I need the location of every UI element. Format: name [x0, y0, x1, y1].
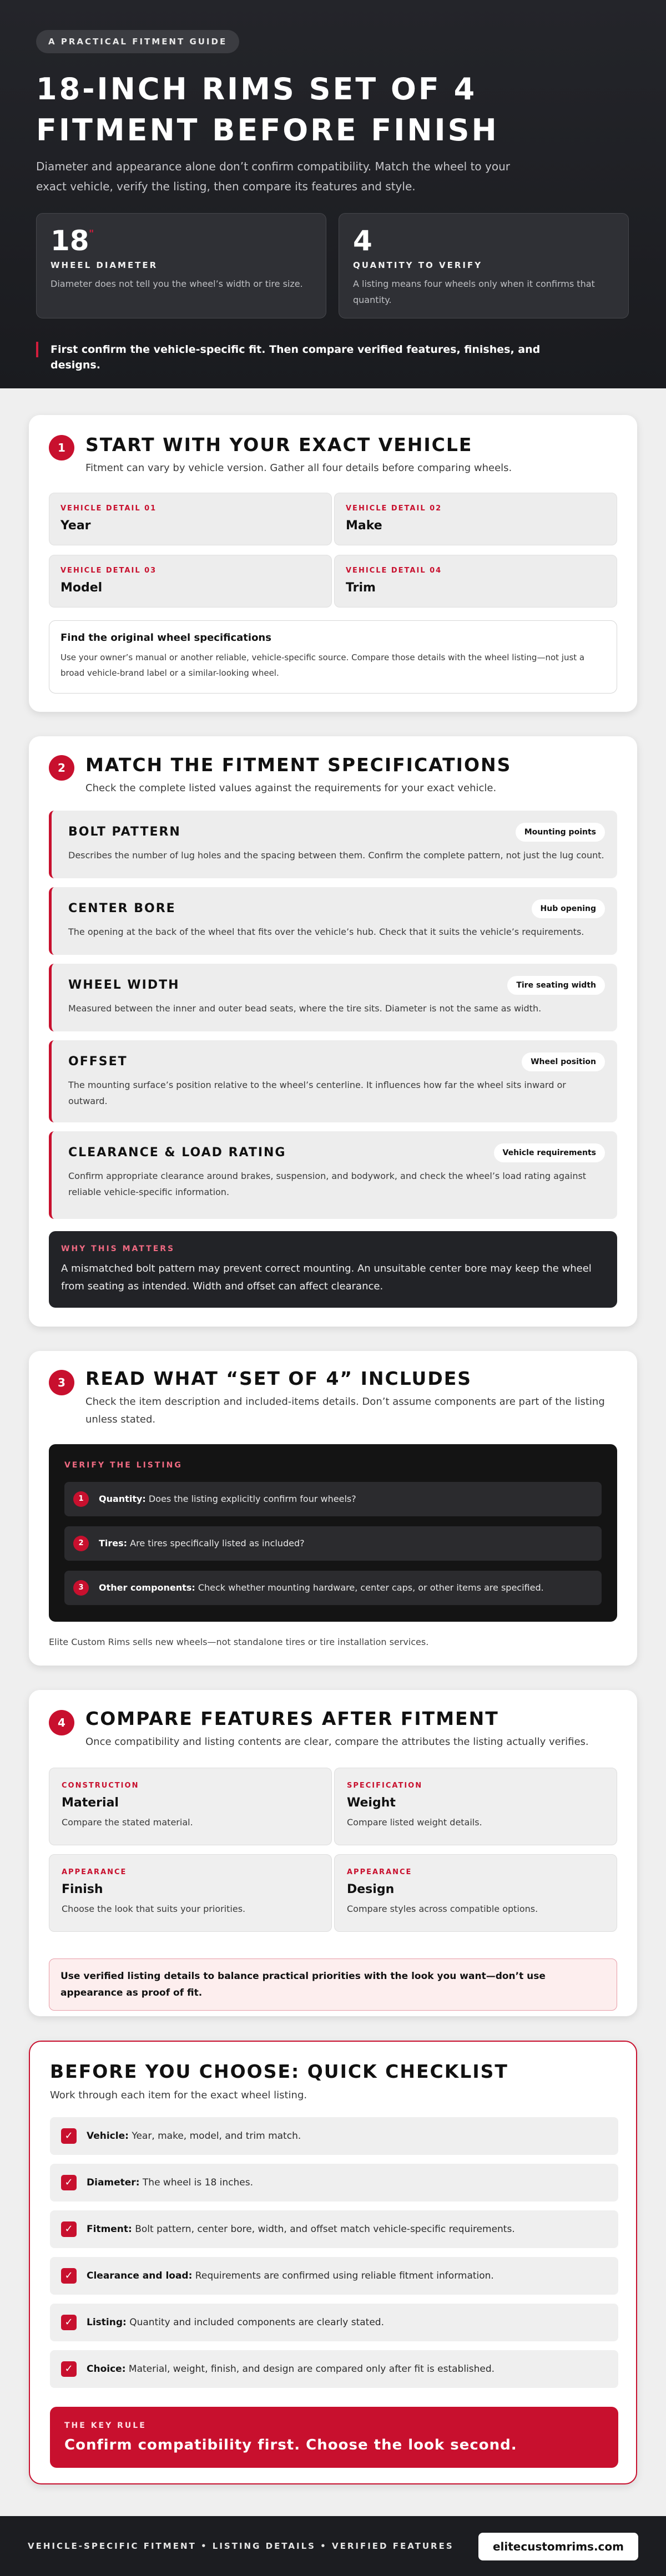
- checklist-desc: Quantity and included components are clearly stated.: [126, 2317, 384, 2328]
- checklist-title: BEFORE YOU CHOOSE: QUICK CHECKLIST: [50, 2061, 508, 2082]
- spec-name: WHEEL WIDTH: [68, 978, 180, 992]
- detail-tag: VEHICLE DETAIL 04: [346, 566, 442, 575]
- checkbox-checked-icon: ✓: [61, 2175, 77, 2190]
- verify-number-badge: 3: [73, 1580, 89, 1596]
- verify-listing-panel: [49, 1444, 617, 1622]
- feature-weight: [334, 1768, 617, 1845]
- step-number-badge: 4: [49, 1710, 74, 1735]
- checklist-text: [87, 2117, 301, 2155]
- feature-desc: Choose the look that suits your priorities.: [62, 1904, 246, 1914]
- spec-name: CENTER BORE: [68, 902, 176, 915]
- feature-name: Material: [62, 1796, 119, 1810]
- verify-desc: Check whether mounting hardware, center caps, or other items are specified.: [195, 1582, 544, 1593]
- detail-value: Trim: [346, 581, 376, 595]
- checklist-item-fitment: [50, 2210, 618, 2248]
- stat-desc: Diameter does not tell you the wheel’s width or tire size.: [51, 279, 303, 289]
- spec-name: CLEARANCE & LOAD RATING: [68, 1146, 286, 1160]
- stat-card-diameter: [36, 213, 326, 318]
- info-title: Find the original wheel specifications: [60, 632, 271, 644]
- checklist-label: Listing:: [87, 2317, 127, 2328]
- info-text: Use your owner’s manual or another reliable, vehicle-specific source. Compare those details with the wheel listing—not just a broad vehicle-brand label or a similar-looking wheel.: [60, 652, 585, 678]
- checklist-item-diameter: [50, 2164, 618, 2202]
- warning-text: Use verified listing details to balance practical priorities with the look you want—don’t use appearance as proof of fit.: [60, 1971, 546, 1998]
- quick-checklist-card: [29, 2041, 637, 2484]
- step-number-badge: 2: [49, 755, 74, 781]
- checklist-desc: The wheel is 18 inches.: [139, 2177, 254, 2188]
- checklist-item-vehicle: [50, 2117, 618, 2155]
- checklist-label: Clearance and load:: [87, 2270, 193, 2281]
- verify-label: Tires:: [99, 1538, 128, 1548]
- checklist-desc: Bolt pattern, center bore, width, and offset match vehicle-specific requirements.: [132, 2224, 515, 2235]
- website-link[interactable]: elitecustomrims.com: [478, 2533, 638, 2560]
- verify-number-badge: 1: [73, 1491, 89, 1507]
- hero-rule-callout: First confirm the vehicle-specific fit. Then compare verified features, finishes, and designs.: [36, 342, 591, 357]
- appearance-warning-box: [49, 1958, 617, 2011]
- step-subtitle: Check the complete listed values against the requirements for your exact vehicle.: [85, 782, 497, 794]
- spec-desc: The mounting surface’s position relative to the wheel’s centerline. It influences how far the wheel sits inward or outward.: [68, 1080, 566, 1106]
- checklist-label: Choice:: [87, 2364, 126, 2375]
- checklist-text: [87, 2210, 515, 2248]
- detail-value: Model: [60, 581, 103, 595]
- verify-text: [99, 1482, 356, 1516]
- checklist-subtitle: Work through each item for the exact wheel listing.: [50, 2089, 307, 2101]
- step-1-card: [29, 415, 637, 712]
- footer-tagline: VEHICLE-SPECIFIC FITMENT • LISTING DETAILS • VERIFIED FEATURES: [28, 2541, 454, 2551]
- verify-desc: Does the listing explicitly confirm four wheels?: [145, 1494, 356, 1504]
- feature-tag: APPEARANCE: [62, 1868, 127, 1876]
- spec-name: OFFSET: [68, 1055, 128, 1069]
- feature-name: Weight: [347, 1796, 396, 1810]
- why-tag: WHY THIS MATTERS: [61, 1244, 175, 1253]
- verify-desc: Are tires specifically listed as included?: [127, 1538, 305, 1548]
- checklist-text: [87, 2304, 384, 2341]
- feature-tag: SPECIFICATION: [347, 1782, 423, 1790]
- checklist-item-listing: [50, 2304, 618, 2341]
- feature-desc: Compare the stated material.: [62, 1817, 193, 1828]
- spec-desc: Describes the number of lug holes and the spacing between them. Confirm the complete pattern, not just the lug count.: [68, 850, 604, 861]
- checkbox-checked-icon: ✓: [61, 2221, 77, 2237]
- checkbox-checked-icon: ✓: [61, 2315, 77, 2330]
- spec-desc: The opening at the back of the wheel that fits over the vehicle’s hub. Check that it suits the vehicle’s requirements.: [68, 927, 584, 937]
- checklist-text: [87, 2257, 494, 2295]
- checklist-label: Diameter:: [87, 2177, 140, 2188]
- key-rule-text: Confirm compatibility first. Choose the look second.: [64, 2437, 517, 2453]
- spec-badge: Tire seating width: [507, 976, 605, 995]
- spec-bolt-pattern: [49, 811, 617, 878]
- feature-tag: APPEARANCE: [347, 1868, 412, 1876]
- spec-badge: Mounting points: [516, 823, 605, 842]
- vehicle-detail-year: [49, 493, 332, 545]
- feature-desc: Compare listed weight details.: [347, 1817, 482, 1828]
- spec-badge: Wheel position: [522, 1052, 605, 1071]
- spec-badge: Vehicle requirements: [494, 1143, 605, 1162]
- stat-desc: A listing means four wheels only when it confirms that quantity.: [353, 279, 595, 305]
- checklist-item-choice: [50, 2350, 618, 2388]
- verify-item-tires: [64, 1526, 602, 1561]
- checkbox-checked-icon: ✓: [61, 2128, 77, 2144]
- checklist-desc: Year, make, model, and trim match.: [128, 2130, 301, 2142]
- checklist-item-clearance: [50, 2257, 618, 2295]
- key-rule-banner: [50, 2407, 618, 2468]
- verify-text: [99, 1526, 305, 1561]
- eyebrow-label: A PRACTICAL FITMENT GUIDE: [36, 30, 239, 53]
- verify-number-badge: 2: [73, 1536, 89, 1551]
- hero-intro: Diameter and appearance alone don’t confirm compatibility. Match the wheel to your exact vehicle, verify the listing, then compare its features and style.: [36, 160, 510, 193]
- verify-item-quantity: [64, 1482, 602, 1516]
- original-specs-info-box: [49, 620, 617, 694]
- detail-tag: VEHICLE DETAIL 03: [60, 566, 157, 575]
- step-4-card: [29, 1690, 637, 2016]
- verify-item-other-components: [64, 1571, 602, 1605]
- checklist-desc: Material, weight, finish, and design are compared only after fit is established.: [125, 2364, 495, 2375]
- detail-value: Year: [60, 519, 91, 533]
- checklist-label: Vehicle:: [87, 2130, 129, 2142]
- step-title: READ WHAT “SET OF 4” INCLUDES: [85, 1368, 472, 1389]
- feature-name: Finish: [62, 1882, 103, 1896]
- stat-unit: ": [89, 228, 94, 240]
- step-subtitle: Fitment can vary by vehicle version. Gather all four details before comparing wheels.: [85, 462, 512, 474]
- feature-material: [49, 1768, 332, 1845]
- key-rule-tag: THE KEY RULE: [64, 2421, 147, 2430]
- step-number-badge: 3: [49, 1370, 74, 1395]
- spec-wheel-width: [49, 964, 617, 1031]
- checklist-text: [87, 2164, 253, 2202]
- detail-value: Make: [346, 519, 382, 533]
- step-subtitle: Check the item description and included-items details. Don’t assume components are part of the listing unless stated.: [85, 1396, 605, 1425]
- step-2-card: [29, 736, 637, 1327]
- spec-desc: Confirm appropriate clearance around brakes, suspension, and bodywork, and check the wheel’s load rating against reliable vehicle-specific information.: [68, 1171, 587, 1197]
- spec-badge: Hub opening: [532, 899, 605, 918]
- feature-desc: Compare styles across compatible options.: [347, 1904, 538, 1914]
- checkbox-checked-icon: ✓: [61, 2361, 77, 2377]
- stat-value: 18: [51, 225, 89, 257]
- page-title: 18-INCH RIMS SET OF 4 FITMENT BEFORE FINISH: [36, 72, 499, 148]
- step-number-badge: 1: [49, 435, 74, 460]
- feature-name: Design: [347, 1882, 395, 1896]
- hero-section: [0, 0, 666, 388]
- why-text: A mismatched bolt pattern may prevent correct mounting. An unsuitable center bore may keep the wheel from seating as intended. Width and offset can affect clearance.: [61, 1263, 592, 1292]
- stat-card-quantity: [339, 213, 629, 318]
- stat-value: 4: [353, 225, 372, 257]
- step-3-card: [29, 1351, 637, 1666]
- stat-label: QUANTITY TO VERIFY: [353, 260, 483, 270]
- verify-text: [99, 1571, 544, 1605]
- stat-label: WHEEL DIAMETER: [51, 260, 158, 270]
- detail-tag: VEHICLE DETAIL 02: [346, 504, 442, 513]
- vehicle-detail-model: [49, 555, 332, 608]
- checklist-label: Fitment:: [87, 2224, 132, 2235]
- seller-note: Elite Custom Rims sells new wheels—not standalone tires or tire installation services.: [49, 1637, 429, 1647]
- feature-design: [334, 1854, 617, 1932]
- step-title: MATCH THE FITMENT SPECIFICATIONS: [85, 754, 512, 776]
- step-title: START WITH YOUR EXACT VEHICLE: [85, 434, 473, 456]
- why-this-matters-box: [49, 1231, 617, 1308]
- spec-center-bore: [49, 887, 617, 955]
- feature-tag: CONSTRUCTION: [62, 1782, 139, 1790]
- spec-offset: [49, 1040, 617, 1122]
- vehicle-detail-trim: [334, 555, 617, 608]
- spec-desc: Measured between the inner and outer bead seats, where the tire sits. Diameter is not the same as width.: [68, 1003, 542, 1014]
- spec-name: BOLT PATTERN: [68, 825, 181, 839]
- step-title: COMPARE FEATURES AFTER FITMENT: [85, 1708, 499, 1729]
- checklist-desc: Requirements are confirmed using reliable fitment information.: [192, 2270, 494, 2281]
- verify-tag: VERIFY THE LISTING: [64, 1461, 183, 1470]
- detail-tag: VEHICLE DETAIL 01: [60, 504, 157, 513]
- footer: [0, 2516, 666, 2576]
- step-subtitle: Once compatibility and listing contents are clear, compare the attributes the listing actually verifies.: [85, 1736, 589, 1748]
- verify-label: Other components:: [99, 1582, 195, 1593]
- spec-clearance-load: [49, 1131, 617, 1219]
- feature-finish: [49, 1854, 332, 1932]
- verify-label: Quantity:: [99, 1494, 146, 1504]
- vehicle-detail-make: [334, 493, 617, 545]
- checkbox-checked-icon: ✓: [61, 2268, 77, 2284]
- checklist-text: [87, 2350, 495, 2388]
